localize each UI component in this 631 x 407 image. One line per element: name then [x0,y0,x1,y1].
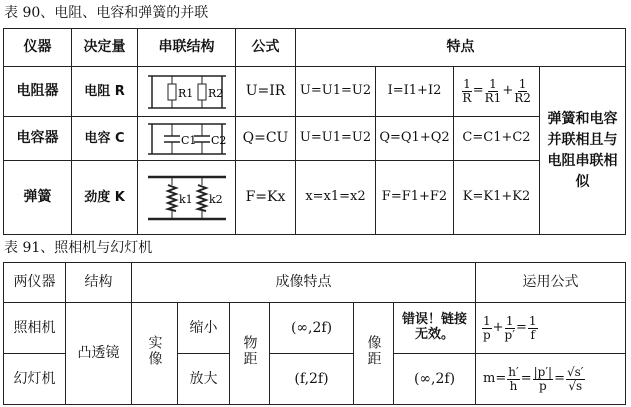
header-quantity: 决定量 [72,29,138,67]
formula-spring: F=Kx [236,161,296,235]
feature-current-resistor: I=I1+I2 [376,67,454,117]
feature-displacement-spring: x=x1=x2 [296,161,376,235]
projector-label: 幻灯机 [4,354,66,405]
quantity-spring: 劲度 K [72,161,138,235]
parallel-resistor-diagram [138,67,236,117]
device-capacitor: 电容器 [4,117,72,161]
shrink-label: 缩小 [178,303,230,354]
table-row [4,161,626,235]
real-image-label: 实像 [132,303,178,405]
device-resistor: 电阻器 [4,67,72,117]
feature-charge-capacitor: Q=Q1+Q2 [376,117,454,161]
header-features: 特点 [296,29,626,67]
feature-capacitance-sum: C=C1+C2 [454,117,540,161]
parallel-spring-diagram [138,161,236,235]
parallel-capacitor-diagram [138,117,236,161]
feature-force-spring: F=F1+F2 [376,161,454,235]
range-projector: (f,2f) [270,354,354,405]
quantity-resistor: 电阻 R [72,67,138,117]
error-text: 错误！链接无效。 [394,303,476,354]
header-formulas: 运用公式 [476,263,626,303]
formula-resistor: U=IR [236,67,296,117]
header-structure: 串联结构 [138,29,236,67]
formula-capacitor: Q=CU [236,117,296,161]
image-distance-label: 像距 [354,303,394,405]
label-r1: R1 [177,86,193,100]
range-camera: (∞,2f) [270,303,354,354]
image-range: (∞,2f) [394,354,476,405]
header-device: 仪器 [4,29,72,67]
header-formula: 公式 [236,29,296,67]
feature-resistance-formula: $\frac{1}{R}$ = $\frac{1}{R1}$ + $\frac{1}{R2}$ [454,67,540,117]
feature-voltage-resistor: U=U1=U2 [296,67,376,117]
table91-caption: 表 91、照相机与幻灯机 [4,240,153,256]
header-imaging: 成像特点 [132,263,476,303]
label-c2: C2 [210,133,226,147]
enlarge-label: 放大 [178,354,230,405]
similarity-note: 弹簧和电容并联相且与电阻串联相似 [540,67,626,235]
magnification-formula: m= $\frac{h'}{h}$ = $\frac{|p'|}{p}$ = $\frac{√s'}{√s}$ [476,354,626,405]
table-90 [3,28,626,235]
table-row [4,117,626,161]
device-spring: 弹簧 [4,161,72,235]
label-r2: R2 [207,86,223,100]
header-structure: 结构 [66,263,132,303]
label-c1: C1 [180,133,196,147]
quantity-capacitor: 电容 C [72,117,138,161]
header-instruments: 两仪器 [4,263,66,303]
table90-caption: 表 90、电阻、电容和弹簧的并联 [4,5,209,21]
camera-label: 照相机 [4,303,66,354]
label-k2: k2 [208,192,223,206]
lens-formula: $\frac{1}{p}$ + $\frac{1}{p'}$ = $\frac{1}{f}$ [476,303,626,354]
feature-stiffness-sum: K=K1+K2 [454,161,540,235]
label-k1: k1 [178,192,193,206]
structure-lens: 凸透镜 [66,303,132,405]
table-91 [3,262,626,405]
object-distance-label: 物距 [230,303,270,405]
feature-voltage-capacitor: U=U1=U2 [296,117,376,161]
table-row [4,303,626,354]
table-row [4,67,626,117]
